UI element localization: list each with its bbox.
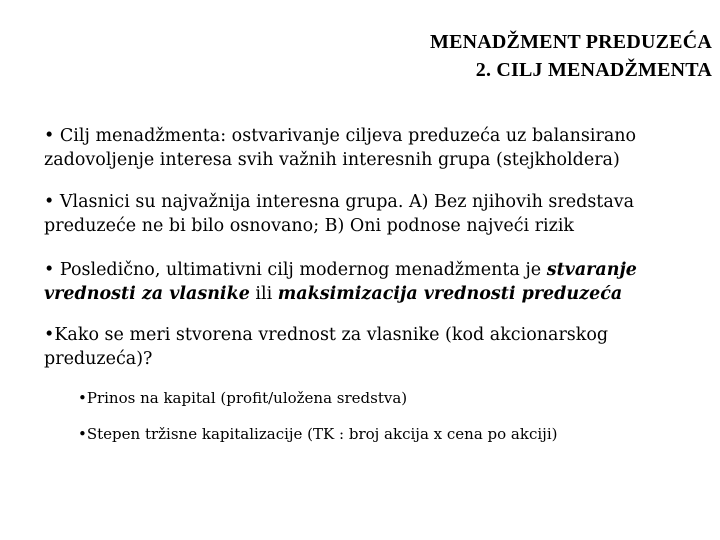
sub-bullet-marker: • [78,389,87,407]
title-line-1: MENADŽMENT PREDUZEĆA [430,31,712,53]
sub-bullet-marker: • [78,425,87,443]
slide-title [430,28,712,84]
bullet-marker: • [44,260,55,280]
bullet-text: Vlasnici su najvažnija interesna grupa. A) Bez njihovih sredstava preduzeće ne bi bilo osnovano; B) Oni podnose najveći rizik [44,192,635,236]
bullet-text-part-1: Posledično, ultimativni cilj modernog menadžmenta je [54,260,547,280]
sub-bullet-market-capitalization [78,423,700,445]
title-line-2: 2. CILJ MENADŽMENTA [475,59,712,81]
bullet-text: Kako se meri stvorena vrednost za vlasnike (kod akcionarskog preduzeća)? [44,325,609,369]
bullet-marker: • [44,325,55,345]
emphasis-value-maximization: maksimizacija vrednosti preduzeća [277,284,623,304]
emphasis-value-for-owners: stvaranje vrednosti za vlasnike [44,260,637,304]
bullet-ultimate-goal [44,258,700,306]
bullet-how-value-measured [44,323,700,371]
bullet-text-part-2: ili [249,284,278,304]
sub-bullet-text: Prinos na kapital (profit/uložena sredstva) [86,389,408,407]
bullet-owners [44,190,700,238]
bullet-marker: • [44,192,55,212]
sub-bullet-text: Stepen tržisne kapitalizacije (TK : broj akcija x cena po akciji) [86,425,558,443]
bullet-marker: • [44,126,55,146]
sub-bullet-return-on-capital [78,387,700,409]
bullet-text: Cilj menadžmenta: ostvarivanje ciljeva preduzeća uz balansirano zadovoljenje interesa svih važnih interesnih grupa (stejkholdera) [44,126,637,170]
bullet-goal-of-management [44,124,700,172]
